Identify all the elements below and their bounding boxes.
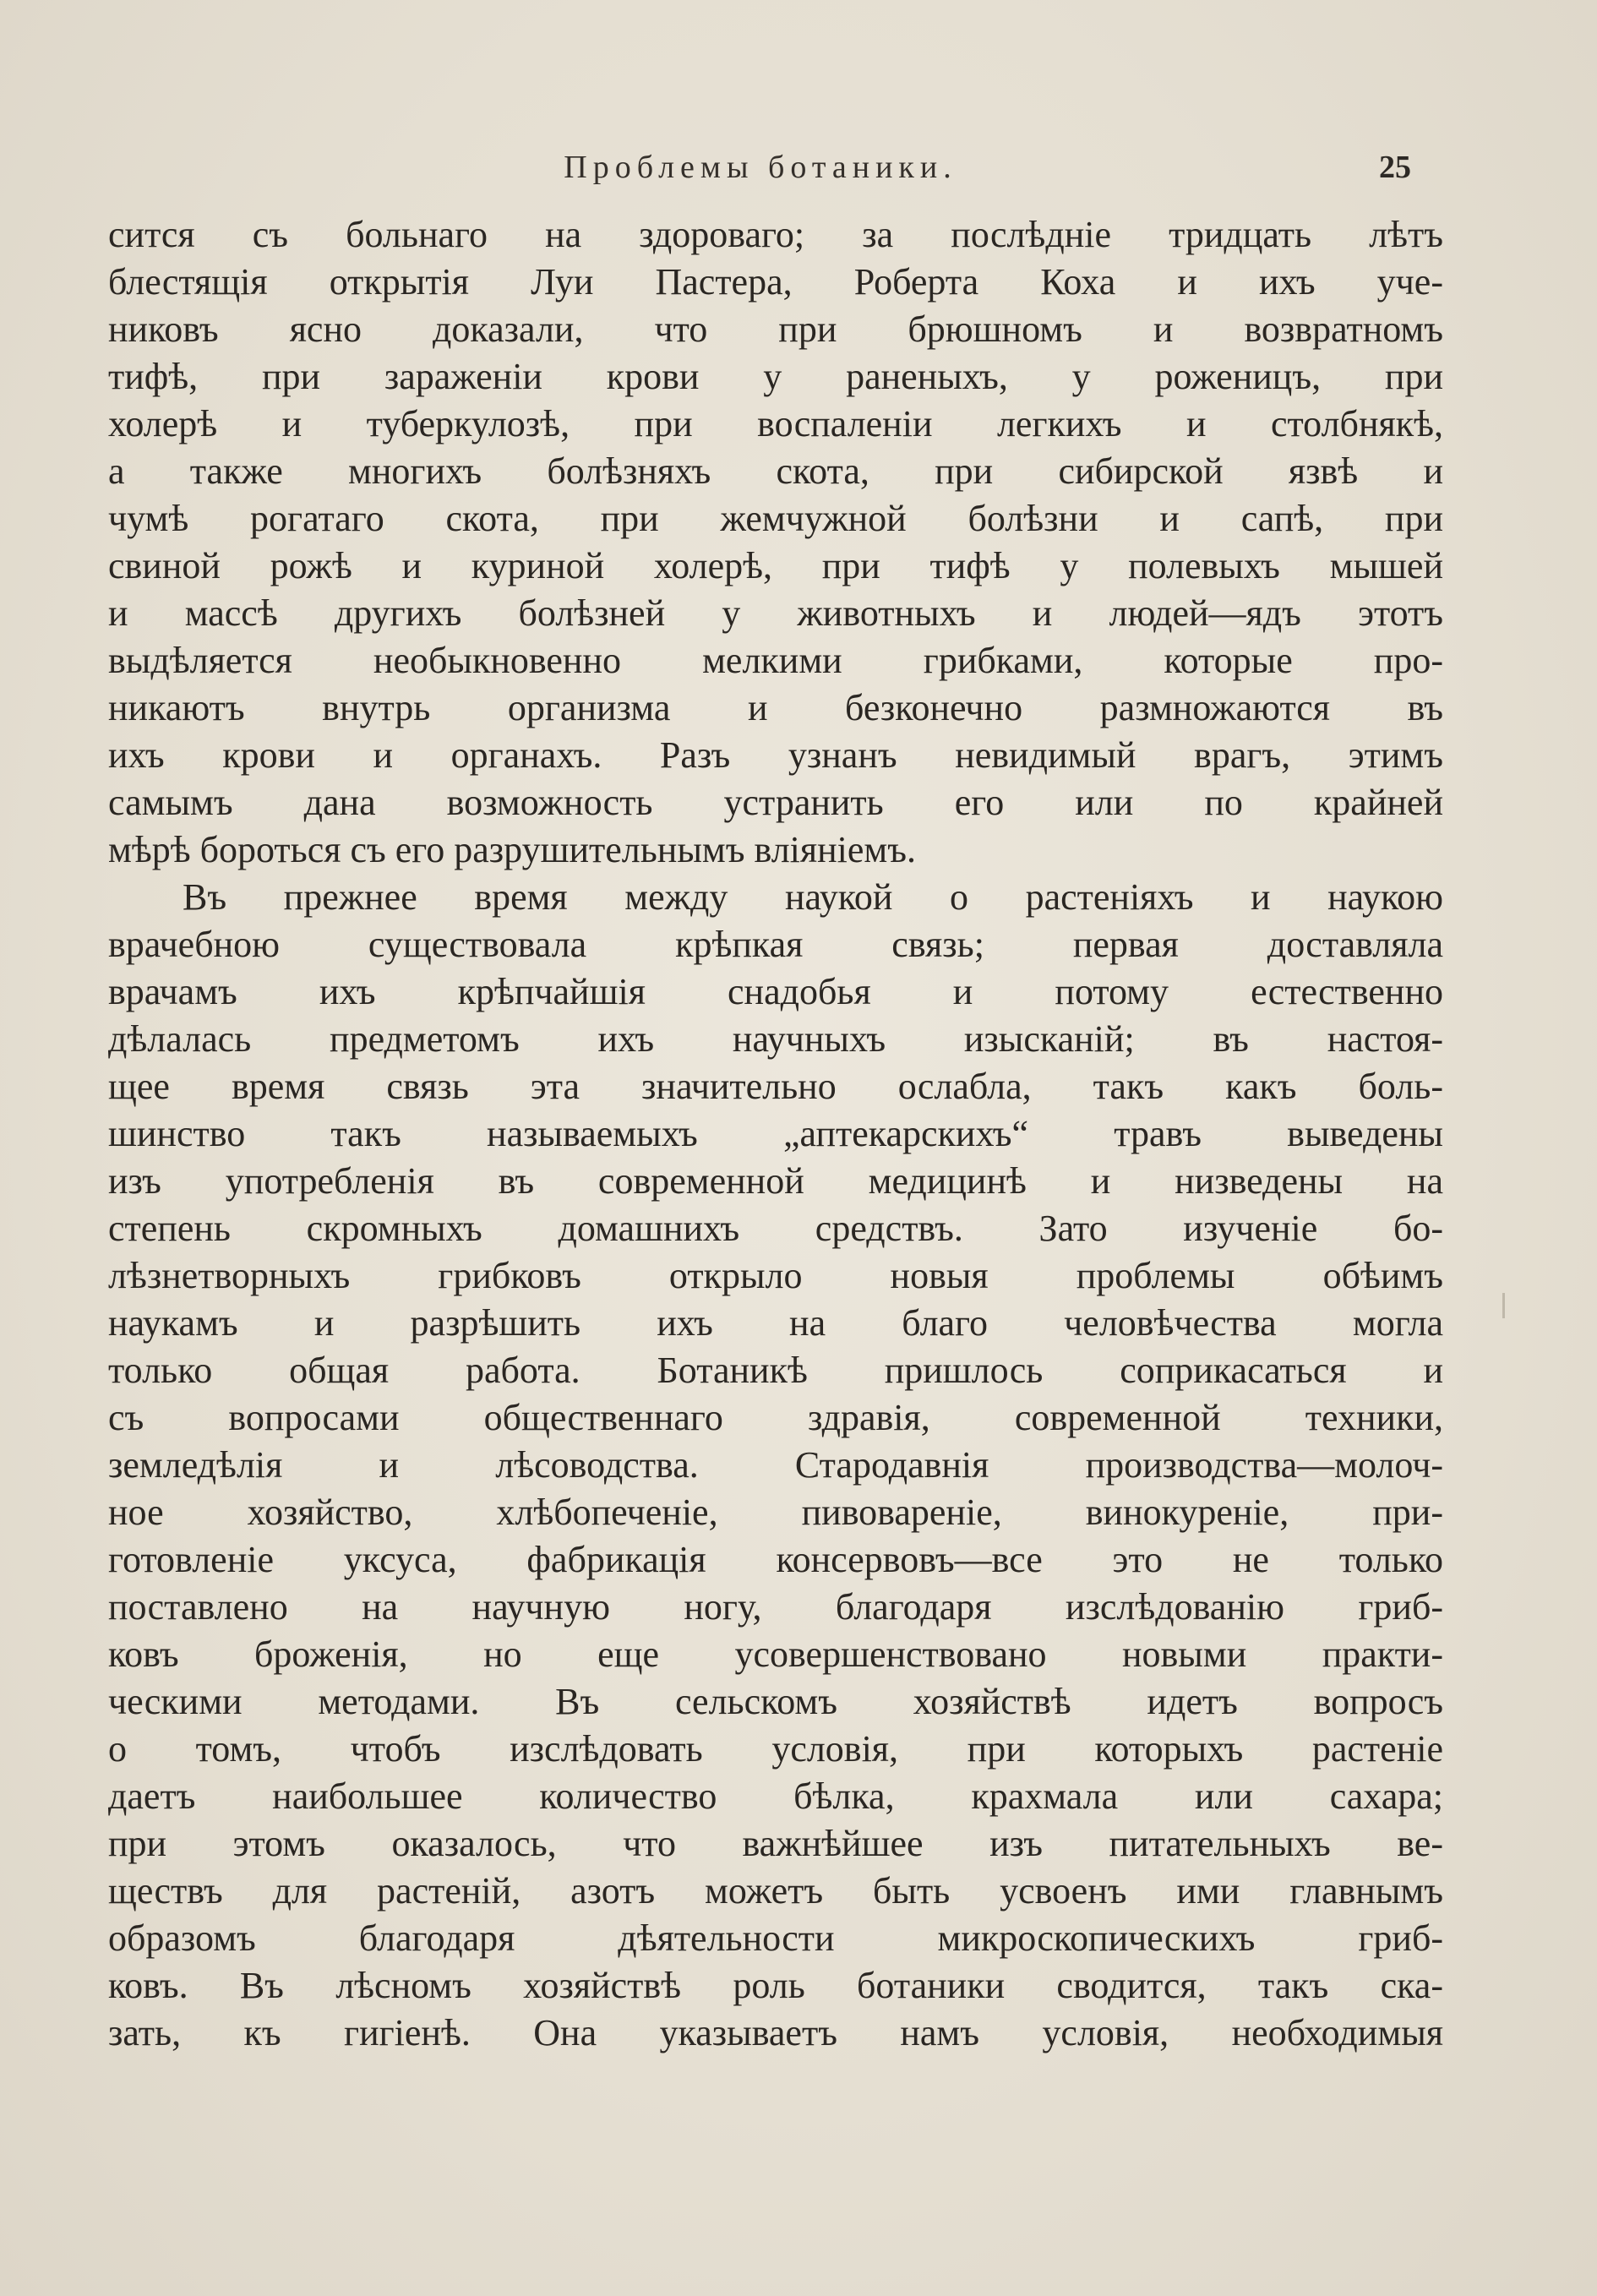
text-line: врачамъ ихъ крѣпчайшія снадобья и потому естественно (108, 971, 1443, 1012)
text-line: наукамъ и разрѣшить ихъ на благо человѣчества могла (108, 1302, 1443, 1344)
text-line: лѣзнетворныхъ грибковъ открыло новыя проблемы обѣимъ (108, 1255, 1443, 1296)
text-line: холерѣ и туберкулозѣ, при воспаленіи легкихъ и столбнякѣ, (108, 403, 1443, 444)
text-line: только общая работа. Ботаникѣ пришлось соприкасаться и (108, 1350, 1443, 1391)
text-line: ихъ крови и органахъ. Разъ узнанъ невидимый врагъ, этимъ (108, 734, 1443, 776)
text-line: самымъ дана возможность устранить его или по крайней (108, 782, 1443, 823)
text-line: зать, къ гигіенѣ. Она указываетъ намъ условія, необходимыя (108, 2012, 1443, 2053)
text-line: ществъ для растеній, азотъ можетъ быть усвоенъ ими главнымъ (108, 1870, 1443, 1912)
text-line: поставлено на научную ногу, благодаря изслѣдованію гриб- (108, 1586, 1443, 1628)
paragraph-2 (108, 874, 1443, 2057)
text-line: врачебною существовала крѣпкая связь; первая доставляла (108, 924, 1443, 965)
text-line: даетъ наибольшее количество бѣлка, крахмала или сахара; (108, 1775, 1443, 1817)
text-line: дѣлалась предметомъ ихъ научныхъ изысканій; въ настоя- (108, 1018, 1443, 1060)
text-line: никаютъ внутрь организма и безконечно размножаются въ (108, 687, 1443, 728)
text-line: ковъ броженія, но еще усовершенствовано новыми практи- (108, 1633, 1443, 1675)
margin-speck (1502, 1293, 1505, 1318)
text-line: щее время связь эта значительно ослабла, такъ какъ боль- (108, 1066, 1443, 1107)
running-title: Проблемы ботаники. (564, 150, 957, 185)
text-line: при этомъ оказалось, что важнѣйшее изъ питательныхъ ве- (108, 1823, 1443, 1864)
text-line: тифѣ, при зараженіи крови у раненыхъ, у роженицъ, при (108, 356, 1443, 397)
text-line: о томъ, чтобъ изслѣдовать условія, при которыхъ растеніе (108, 1728, 1443, 1770)
text-line: шинство такъ называемыхъ „аптекарскихъ“ травъ выведены (108, 1113, 1443, 1154)
text-line: никовъ ясно доказали, что при брюшномъ и возвратномъ (108, 308, 1443, 350)
text-line: изъ употребленія въ современной медицинѣ и низведены на (108, 1160, 1443, 1202)
text-line: ческими методами. Въ сельскомъ хозяйствѣ идетъ вопросъ (108, 1681, 1443, 1722)
text-line: ковъ. Въ лѣсномъ хозяйствѣ роль ботаники сводится, такъ ска- (108, 1965, 1443, 2006)
text-line: свиной рожѣ и куриной холерѣ, при тифѣ у полевыхъ мышей (108, 545, 1443, 586)
text-line: выдѣляется необыкновенно мелкими грибками, которые про- (108, 640, 1443, 681)
text-line: Въ прежнее время между наукой о растеніяхъ и наукою (183, 876, 1443, 918)
text-line: и массѣ другихъ болѣзней у животныхъ и людей—ядъ этотъ (108, 592, 1443, 634)
text-line: чумѣ рогатаго скота, при жемчужной болѣзни и сапѣ, при (108, 498, 1443, 539)
text-line: мѣрѣ бороться съ его разрушительнымъ вліяніемъ. (108, 829, 917, 870)
page-number: 25 (1379, 150, 1411, 185)
paragraph-1 (108, 211, 1443, 874)
text-line: блестящія открытія Луи Пастера, Роберта Коха и ихъ уче- (108, 261, 1443, 303)
text-line: земледѣлія и лѣсоводства. Стародавнія производства—молоч- (108, 1444, 1443, 1486)
text-line: сится съ больнаго на здороваго; за послѣдніе тридцать лѣтъ (108, 214, 1443, 255)
body-text (108, 211, 1443, 2057)
text-line: готовленіе уксуса, фабрикація консервовъ—все это не только (108, 1539, 1443, 1580)
text-line: а также многихъ болѣзняхъ скота, при сибирской язвѣ и (108, 450, 1443, 492)
text-line: степень скромныхъ домашнихъ средствъ. Зато изученіе бо- (108, 1208, 1443, 1249)
text-line: образомъ благодаря дѣятельности микроскопическихъ гриб- (108, 1917, 1443, 1959)
text-line: съ вопросами общественнаго здравія, современной техники, (108, 1397, 1443, 1438)
page-header (101, 142, 1420, 193)
text-line: ное хозяйство, хлѣбопеченіе, пивовареніе, винокуреніе, при- (108, 1492, 1443, 1533)
